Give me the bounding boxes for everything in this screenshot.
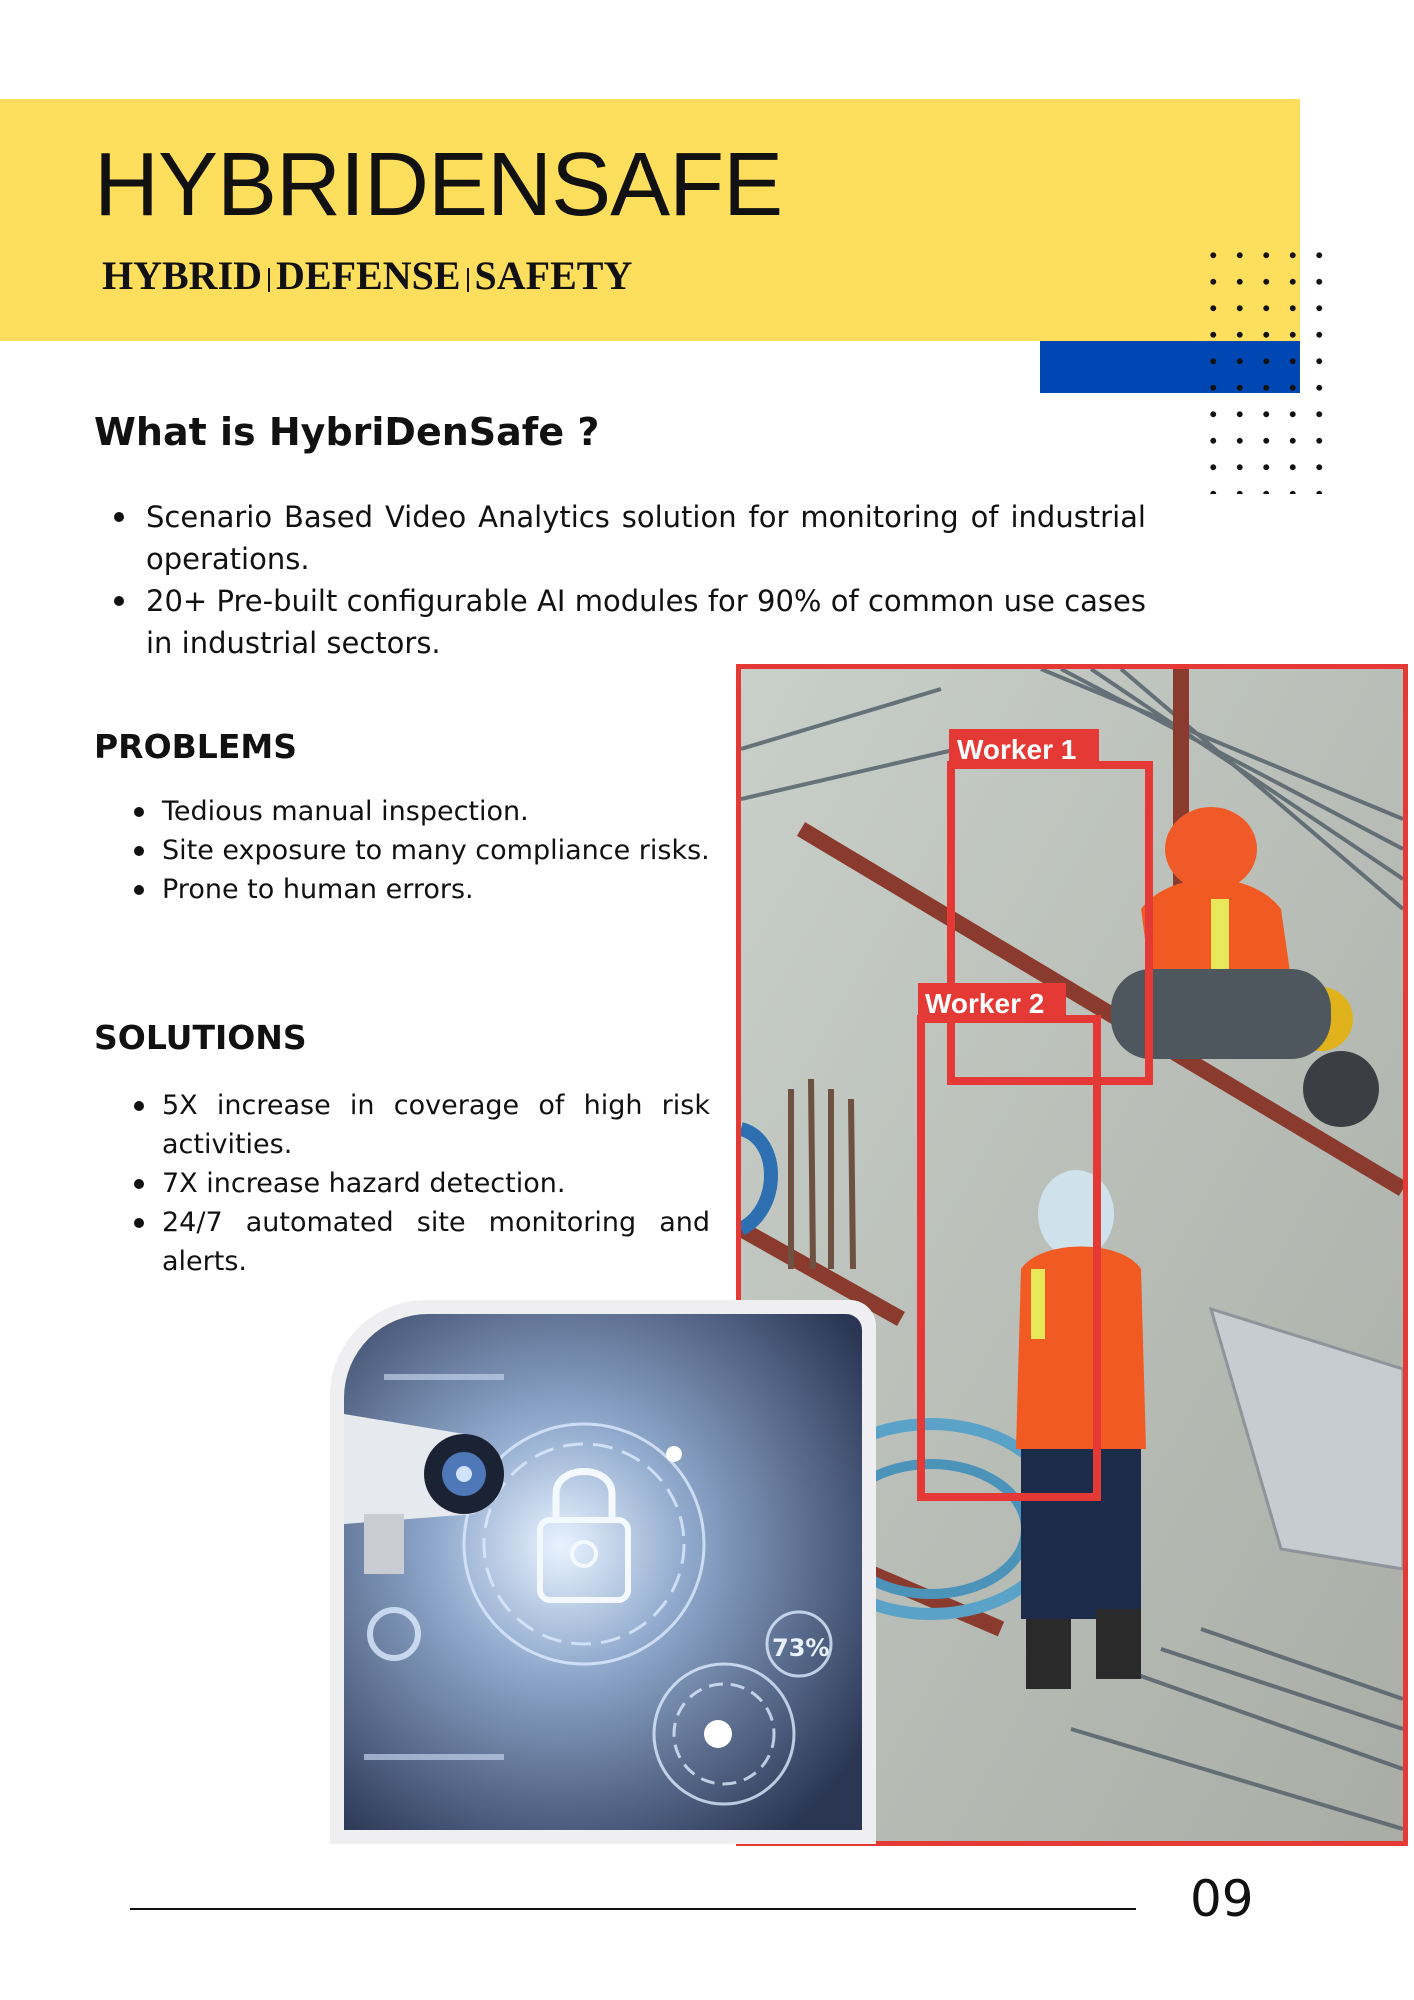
- tagline-divider: [467, 268, 469, 292]
- tagline-defense: DEFENSE: [276, 253, 461, 298]
- list-item: 20+ Pre-built configurable AI modules for 90% of common use cases in industrial sectors.: [146, 580, 1146, 664]
- list-item: 5X increase in coverage of high risk activities.: [162, 1086, 710, 1164]
- brand-title: HYBRIDENSAFE: [94, 135, 783, 235]
- list-item: Scenario Based Video Analytics solution for monitoring of industrial operations.: [146, 496, 1146, 580]
- solutions-list: [110, 1086, 710, 1281]
- list-item: Tedious manual inspection.: [162, 792, 728, 831]
- list-item: Prone to human errors.: [162, 870, 728, 909]
- dot-grid-decoration: [1200, 242, 1340, 494]
- worker-1-label: Worker 1: [957, 734, 1077, 765]
- tagline-hybrid: HYBRID: [102, 253, 263, 298]
- problems-heading: PROBLEMS: [94, 727, 297, 766]
- intro-list: [94, 496, 1146, 664]
- list-item: Site exposure to many compliance risks.: [162, 831, 728, 870]
- percent-readout: 73%: [772, 1634, 830, 1662]
- tagline-divider: [268, 268, 270, 292]
- intro-heading: What is HybriDenSafe ?: [94, 410, 600, 454]
- worker-2-label: Worker 2: [925, 988, 1045, 1019]
- list-item: 7X increase hazard detection.: [162, 1164, 710, 1203]
- tagline: [102, 253, 633, 298]
- tagline-safety: SAFETY: [474, 253, 633, 298]
- footer-divider: [130, 1908, 1136, 1910]
- security-camera-graphic: [330, 1300, 876, 1844]
- problems-list: [110, 792, 728, 909]
- solutions-heading: SOLUTIONS: [94, 1018, 307, 1057]
- page-number: 09: [1190, 1870, 1254, 1928]
- cctv-lock-illustration: [344, 1314, 862, 1830]
- list-item: 24/7 automated site monitoring and alerts.: [162, 1203, 710, 1281]
